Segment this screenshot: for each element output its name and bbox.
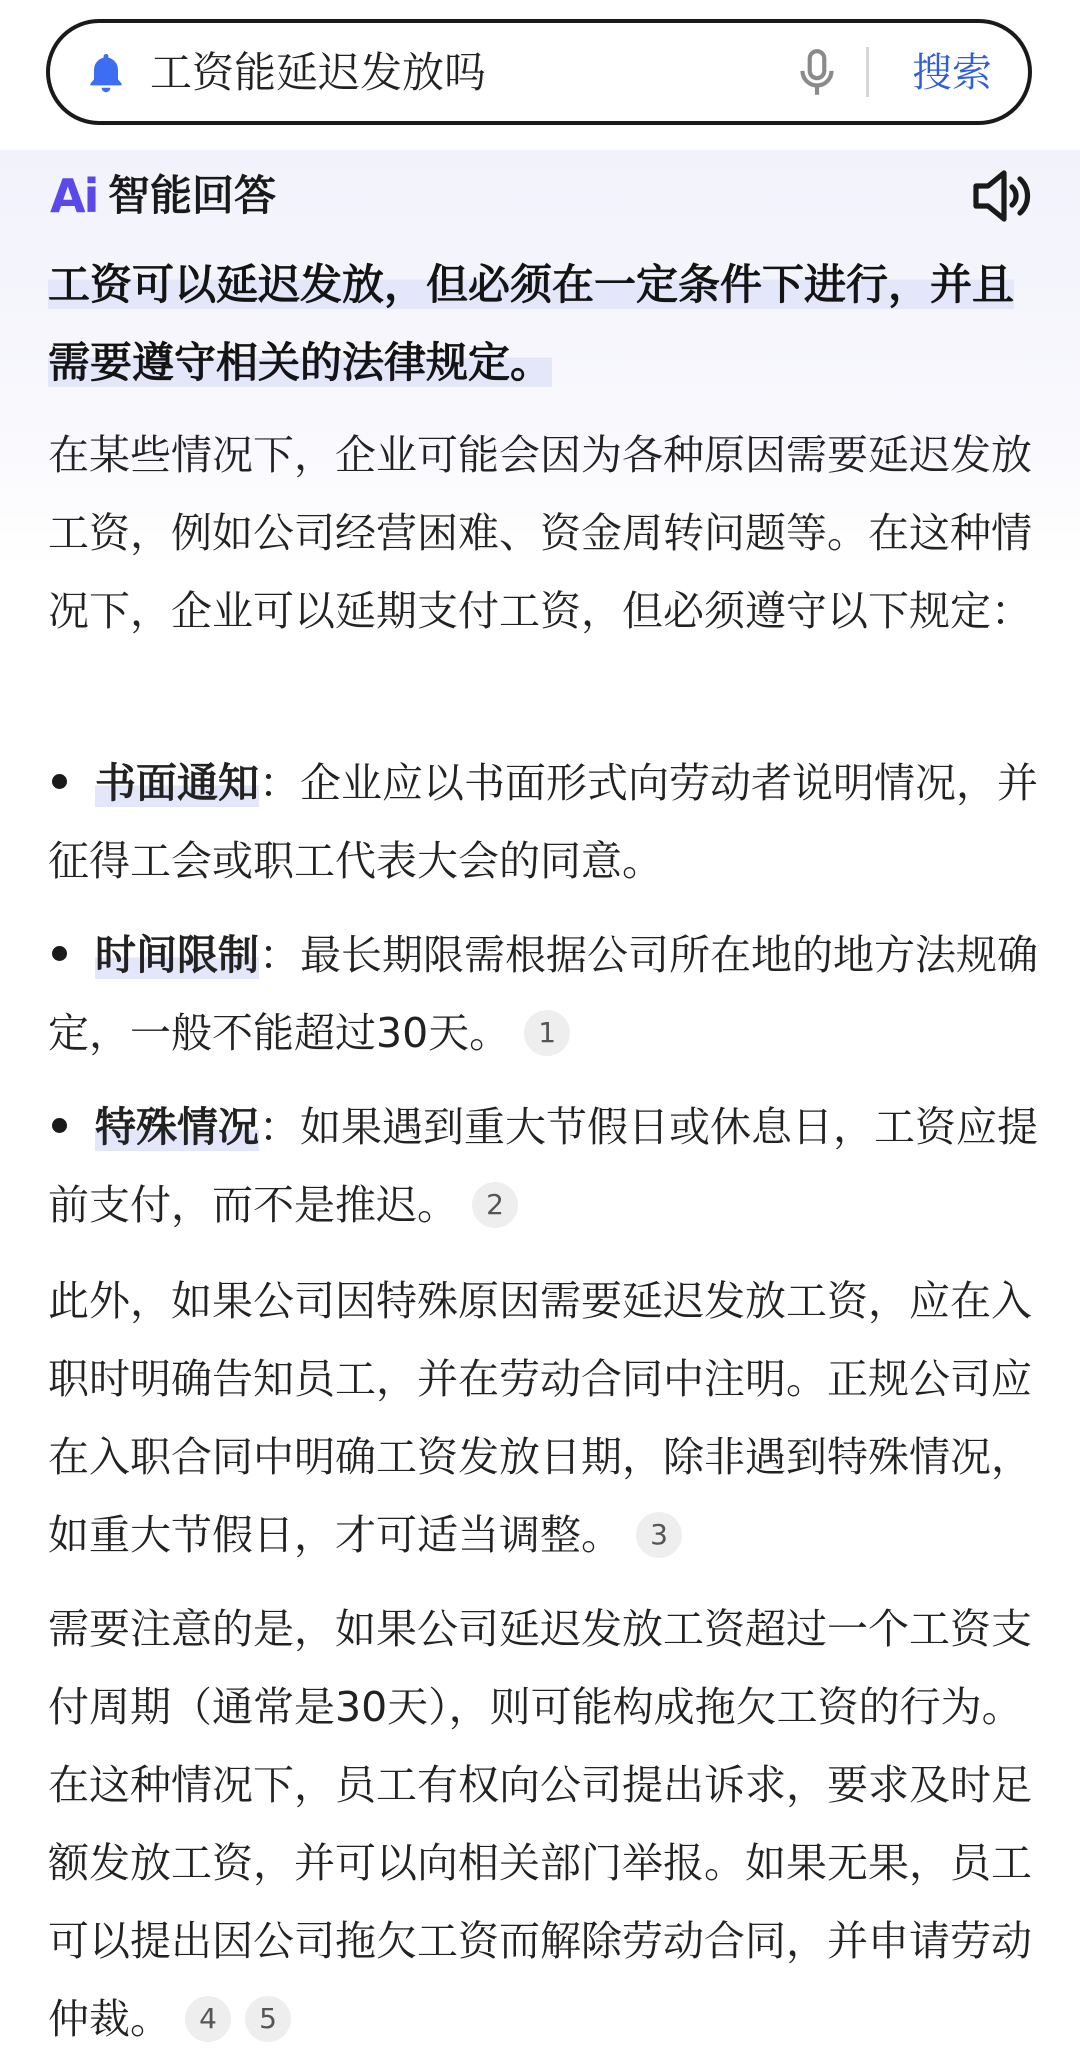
bullet-term: 特殊情况 [95,1103,259,1151]
bullet-item [48,1088,1038,1244]
ai-answer-panel [0,150,1080,2056]
answer-paragraph [48,1262,1038,1574]
bell-icon [82,49,130,97]
answer-intro: 在某些情况下，企业可能会因为各种原因需要延迟发放工资，例如公司经营困难、资金周转问题等。在这种情况下，企业可以延期支付工资，但必须遵守以下规定： [48,431,1032,635]
ai-answer-header [50,166,1040,226]
paragraph-text: 此外，如果公司因特殊原因需要延迟发放工资，应在入职时明确告知员工，并在劳动合同中注明。正规公司应在入职合同中明确工资发放日期，除非遇到特殊情况，如重大节假日，才可适当调整。 [48,1277,1032,1559]
bullet-text: ：最长期限需根据公司所在地的地方法规确定，一般不能超过30天。 [48,931,1038,1057]
top-bar [0,0,1080,150]
citation-badge[interactable]: 1 [524,1010,570,1056]
speaker-icon[interactable] [970,166,1034,226]
search-box[interactable] [46,19,1032,125]
ai-logo: Ai [50,169,98,223]
citation-badge[interactable]: 3 [636,1512,682,1558]
bullet-text: ：如果遇到重大节假日或休息日，工资应提前支付，而不是推迟。 [48,1103,1038,1229]
citation-badge[interactable]: 5 [245,1996,291,2042]
answer-lead [48,246,1038,402]
bullet-item [48,744,1038,900]
bullet-term: 时间限制 [95,931,259,979]
bullet-dot [52,774,67,789]
ai-answer-title: 智能回答 [108,171,277,220]
paragraph-text: 需要注意的是，如果公司延迟发放工资超过一个工资支付周期（通常是30天），则可能构成拖欠工资的行为。在这种情况下，员工有权向公司提出诉求，要求及时足额发放工资，并可以向相关部门举报。如果无果，员工可以提出因公司拖欠工资而解除劳动合同，并申请劳动仲裁。 [48,1605,1032,2043]
bullet-text: ：企业应以书面形式向劳动者说明情况，并征得工会或职工代表大会的同意。 [48,759,1038,885]
answer-lead-text: 工资可以延迟发放，但必须在一定条件下进行，并且需要遵守相关的法律规定。 [48,260,1015,387]
answer-paragraph [48,1590,1038,2058]
bullet-item [48,916,1038,1072]
microphone-icon[interactable] [792,47,842,101]
citation-badge[interactable]: 4 [185,1996,231,2042]
search-input[interactable]: 工资能延迟发放吗 [150,48,487,97]
bullet-dot [52,1118,67,1133]
search-button[interactable]: 搜索 [912,50,992,96]
bullet-dot [52,946,67,961]
bullet-term: 书面通知 [95,759,259,807]
citation-badge[interactable]: 2 [472,1182,518,1228]
search-divider [866,47,869,97]
